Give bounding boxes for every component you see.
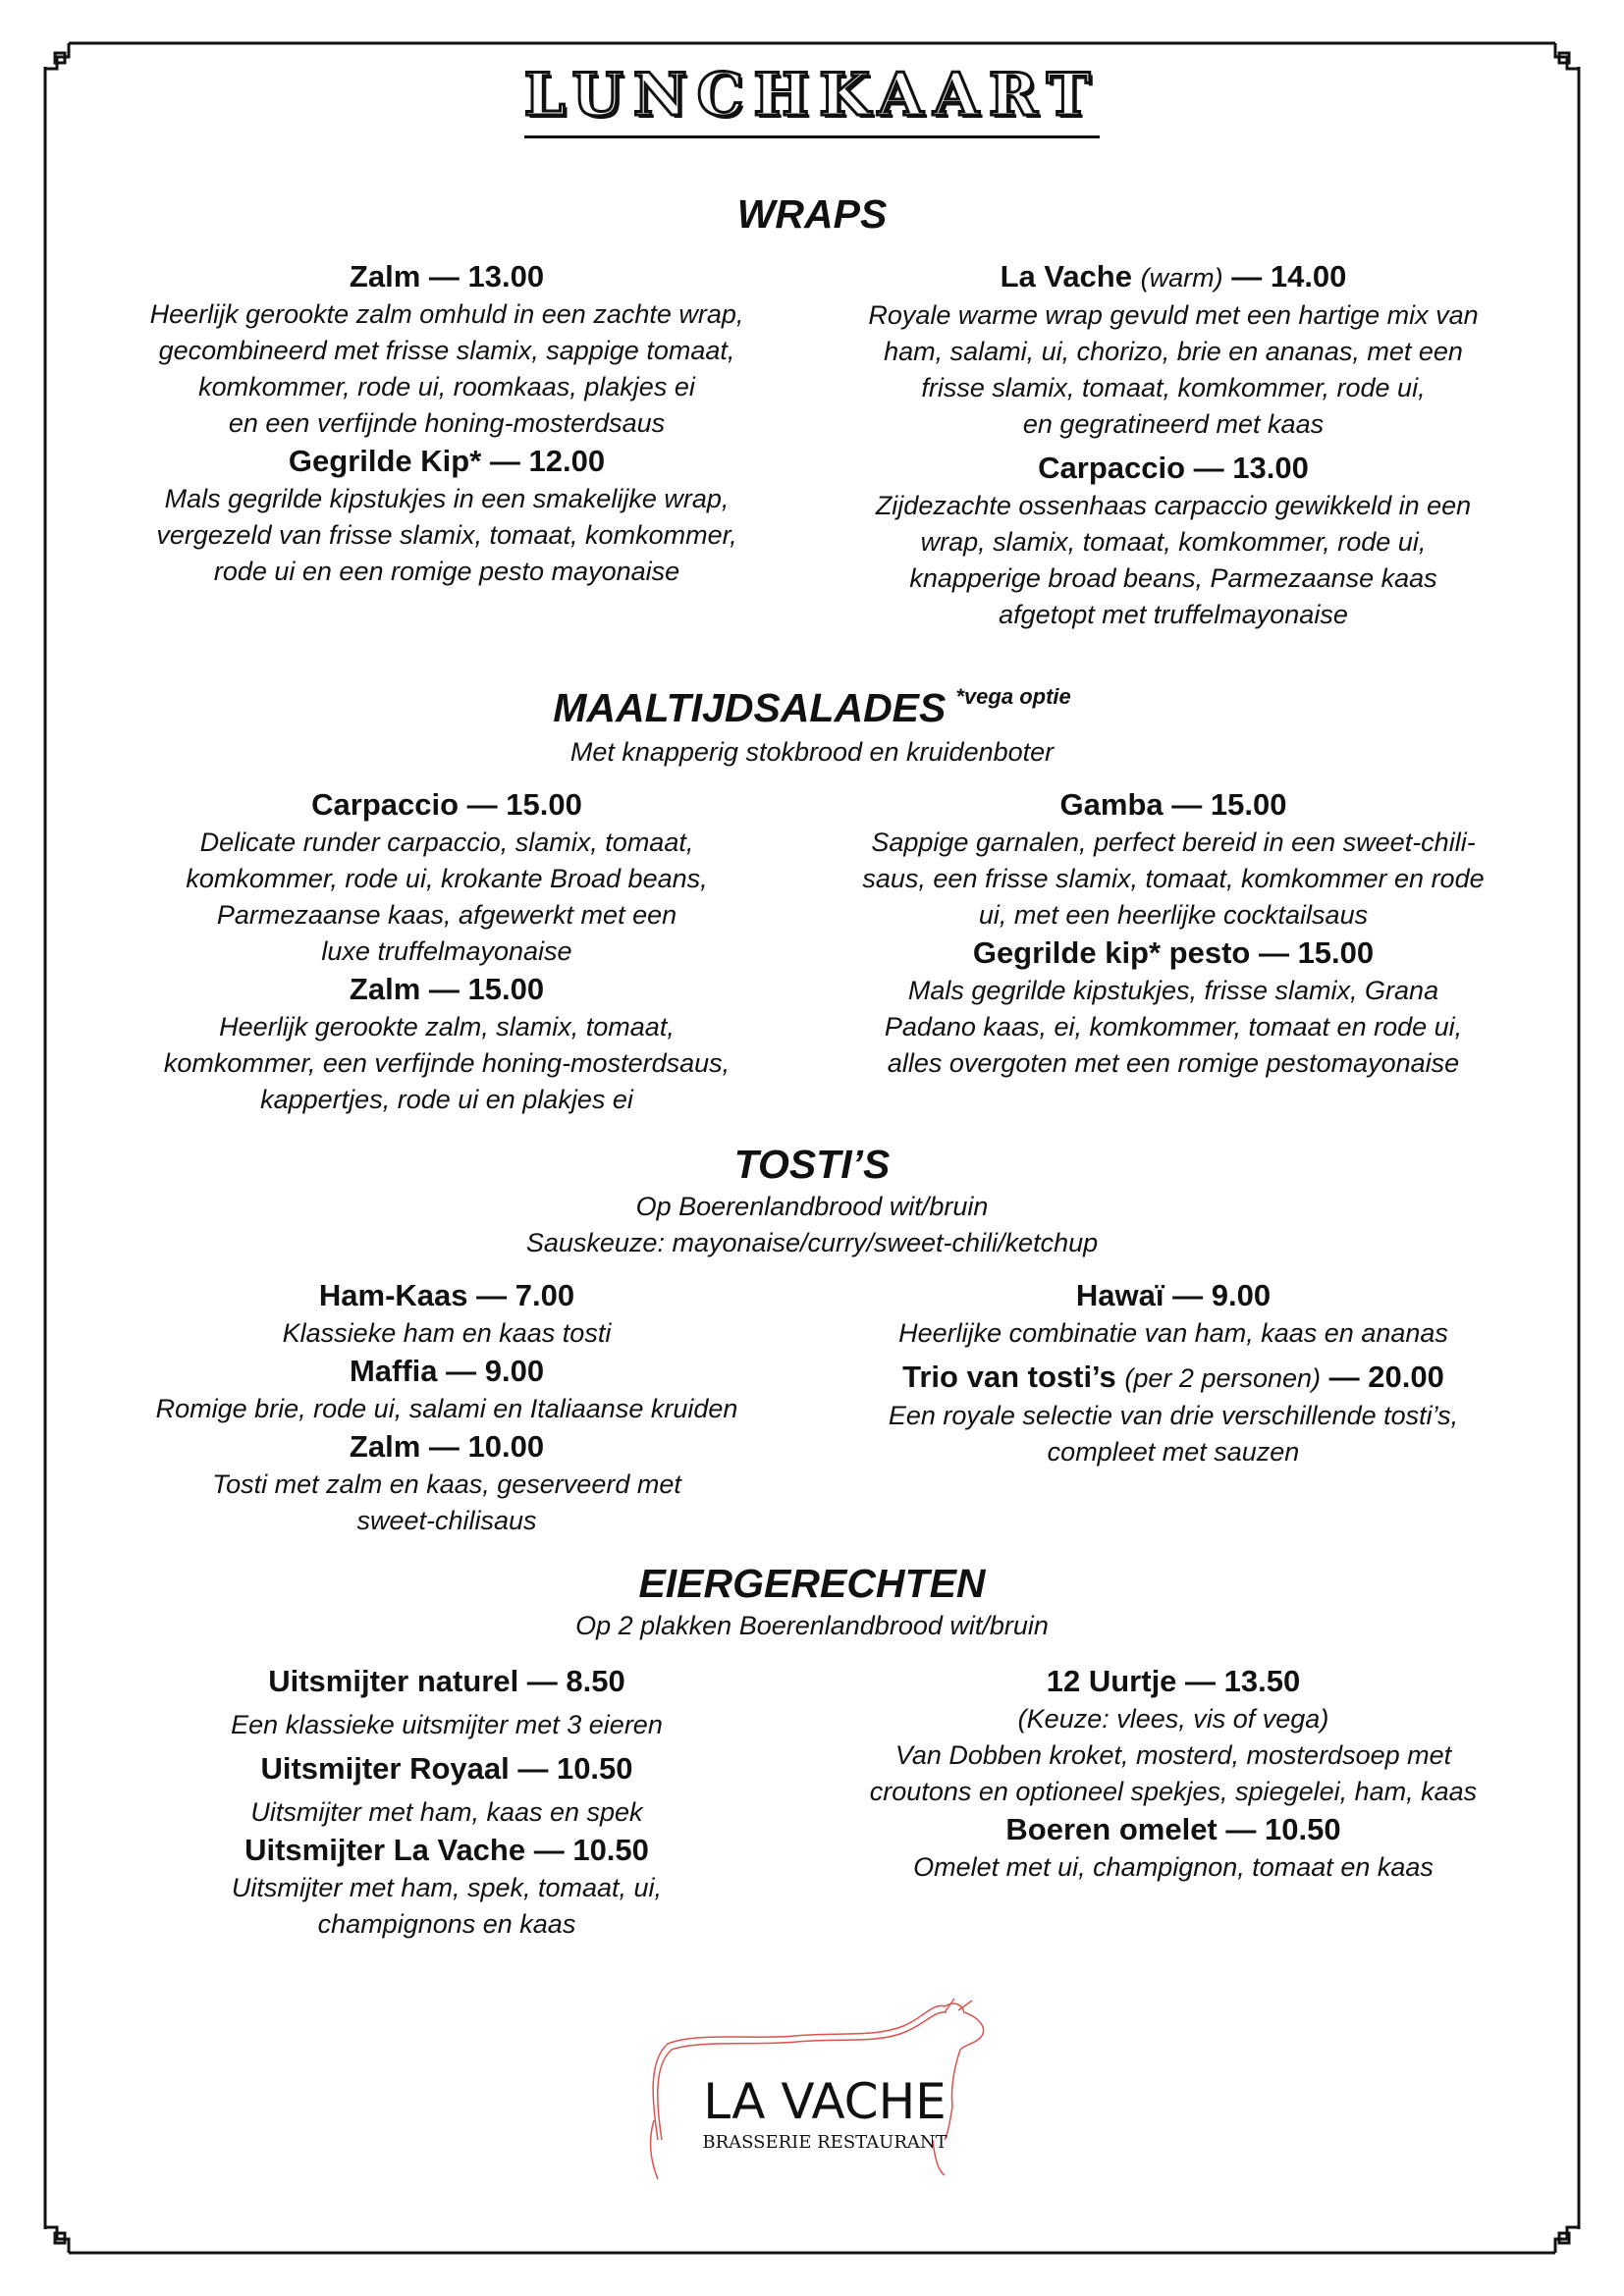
salades-left-column [88, 785, 805, 1118]
eieren-left-column [88, 1662, 805, 1943]
section-subtitle: Met knapperig stokbrood en kruidenboter [569, 737, 1055, 767]
tostis-right-column [815, 1276, 1532, 1470]
menu-item-desc: Uitsmijter met ham, kaas en spek [250, 1797, 643, 1827]
menu-item-desc: Een royale selectie van drie verschillende tosti’s, [888, 1401, 1459, 1430]
menu-item-desc: Delicate runder carpaccio, slamix, tomaat, [199, 828, 694, 857]
menu-item-desc: frisse slamix, tomaat, komkommer, rode ui, [921, 373, 1426, 402]
menu-item-desc: Heerlijke combinatie van ham, kaas en ananas [898, 1318, 1448, 1348]
menu-item-desc: Parmezaanse kaas, afgewerkt met een [216, 900, 677, 930]
logo-name: LA VACHE [703, 2073, 947, 2130]
menu-item-desc: Klassieke ham en kaas tosti [282, 1318, 612, 1348]
menu-item-name: 12 Uurtje — 13.50 [1046, 1664, 1301, 1698]
menu-item-desc: rode ui en een romige pesto mayonaise [213, 557, 680, 586]
menu-item-desc: Uitsmijter met ham, spek, tomaat, ui, [231, 1873, 663, 1902]
menu-item-desc: knapperige broad beans, Parmezaanse kaas [909, 563, 1437, 593]
menu-item-name: Gamba — 15.00 [1059, 787, 1287, 822]
eieren-right-column [815, 1662, 1532, 1886]
section-title-tostis: TOSTI’S [733, 1142, 891, 1187]
section-subtitle: Sauskeuze: mayonaise/curry/sweet-chili/ketchup [525, 1228, 1099, 1257]
menu-item-desc: Een klassieke uitsmijter met 3 eieren [231, 1710, 663, 1739]
menu-item-desc: Royale warme wrap gevuld met een hartige mix van [868, 300, 1479, 330]
menu-item-name: Gegrilde Kip* — 12.00 [288, 444, 606, 478]
menu-item-desc: komkommer, rode ui, krokante Broad beans, [186, 864, 708, 893]
tostis-left-column [88, 1276, 805, 1539]
menu-item-name: Carpaccio — 13.00 [1038, 451, 1309, 485]
vega-note: *vega optie [955, 684, 1071, 709]
menu-item-desc: ui, met een heerlijke cocktailsaus [978, 900, 1369, 930]
salades-right-column [815, 785, 1532, 1082]
menu-item-desc: Zijdezachte ossenhaas carpaccio gewikkeld in een [875, 491, 1472, 520]
menu-item-name: Hawaï — 9.00 [1075, 1278, 1272, 1312]
menu-item-name: Uitsmijter Royaal — 10.50 [260, 1751, 633, 1786]
menu-item-desc: croutons en optioneel spekjes, spiegelei, ham, kaas [869, 1777, 1478, 1806]
la-vache-logo [638, 1993, 1011, 2189]
menu-item-desc: gecombineerd met frisse slamix, sappige tomaat, [158, 336, 735, 365]
section-subtitle: Op Boerenlandbrood wit/bruin [635, 1192, 989, 1221]
menu-item-desc: Omelet met ui, champignon, tomaat en kaas [913, 1852, 1434, 1882]
menu-item-name: Trio van tosti’s (per 2 personen) — 20.00 [902, 1360, 1444, 1394]
menu-item-desc: Van Dobben kroket, mosterd, mosterdsoep met [894, 1740, 1452, 1770]
logo-tagline: BRASSERIE RESTAURANT [702, 2132, 947, 2153]
menu-item-desc: champignons en kaas [317, 1909, 576, 1939]
menu-item-desc: sweet-chilisaus [356, 1506, 537, 1535]
menu-item-desc: en een verfijnde honing-mosterdsaus [228, 408, 666, 438]
menu-item-desc: Mals gegrilde kipstukjes in een smakelijke wrap, [164, 484, 730, 513]
menu-item-name: Zalm — 10.00 [349, 1429, 545, 1464]
menu-item-desc: Romige brie, rode ui, salami en Italiaanse kruiden [155, 1394, 738, 1423]
menu-item-desc: wrap, slamix, tomaat, komkommer, rode ui, [920, 527, 1427, 557]
menu-item-name: Zalm — 13.00 [349, 259, 545, 294]
menu-item-name: Ham-Kaas — 7.00 [318, 1278, 575, 1312]
menu-item-desc: Heerlijk gerookte zalm omhuld in een zachte wrap, [149, 299, 744, 329]
section-title-eieren: EIERGERECHTEN [638, 1561, 986, 1606]
menu-item-desc: kappertjes, rode ui en plakjes ei [260, 1085, 633, 1114]
menu-item-name: Zalm — 15.00 [349, 972, 545, 1006]
menu-item-name: Gegrilde kip* pesto — 15.00 [972, 935, 1375, 970]
menu-item-desc: vergezeld van frisse slamix, tomaat, komkommer, [156, 520, 737, 550]
menu-item-desc: ham, salami, ui, chorizo, brie en ananas, met een [884, 337, 1463, 366]
menu-item-name: La Vache (warm) — 14.00 [1000, 259, 1347, 294]
menu-item-desc: Heerlijk gerookte zalm, slamix, tomaat, [219, 1012, 675, 1041]
wraps-left-column [88, 257, 805, 590]
menu-item-desc: Mals gegrilde kipstukjes, frisse slamix, Grana [907, 976, 1439, 1005]
menu-item-name: Boeren omelet — 10.50 [1005, 1812, 1341, 1846]
menu-item-desc: compleet met sauzen [1047, 1437, 1300, 1467]
menu-item-name: Carpaccio — 15.00 [311, 787, 582, 822]
section-subtitle: Op 2 plakken Boerenlandbrood wit/bruin [575, 1611, 1049, 1640]
menu-item-desc: Tosti met zalm en kaas, geserveerd met [212, 1469, 681, 1499]
wraps-right-column [815, 257, 1532, 633]
section-title-salades: MAALTIJDSALADES $^{*vega optie}$ [553, 684, 1071, 730]
menu-item-desc: luxe truffelmayonaise [321, 936, 572, 966]
menu-item-name: Uitsmijter La Vache — 10.50 [244, 1833, 649, 1867]
menu-item-desc: saus, een frisse slamix, tomaat, komkommer en rode [862, 864, 1485, 893]
menu-item-desc: en gegratineerd met kaas [1022, 409, 1325, 439]
menu-item-desc: alles overgoten met een romige pestomayonaise [887, 1048, 1460, 1078]
menu-item-desc: Sappige garnalen, perfect bereid in een sweet-chili- [871, 828, 1476, 857]
menu-item-desc: komkommer, een verfijnde honing-mosterdsaus, [163, 1048, 731, 1078]
menu-item-name: Maffia — 9.00 [349, 1354, 545, 1388]
section-title-wraps: WRAPS [736, 191, 888, 237]
menu-item-desc: komkommer, rode ui, roomkaas, plakjes ei [198, 372, 695, 401]
menu-item-desc: afgetopt met truffelmayonaise [999, 600, 1348, 629]
menu-item-name: Uitsmijter naturel — 8.50 [268, 1664, 625, 1698]
menu-item-desc: Padano kaas, ei, komkommer, tomaat en rode ui, [884, 1012, 1463, 1041]
menu-title: LUNCHKAART [0, 61, 1624, 138]
menu-item-desc: (Keuze: vlees, vis of vega) [1017, 1704, 1329, 1734]
